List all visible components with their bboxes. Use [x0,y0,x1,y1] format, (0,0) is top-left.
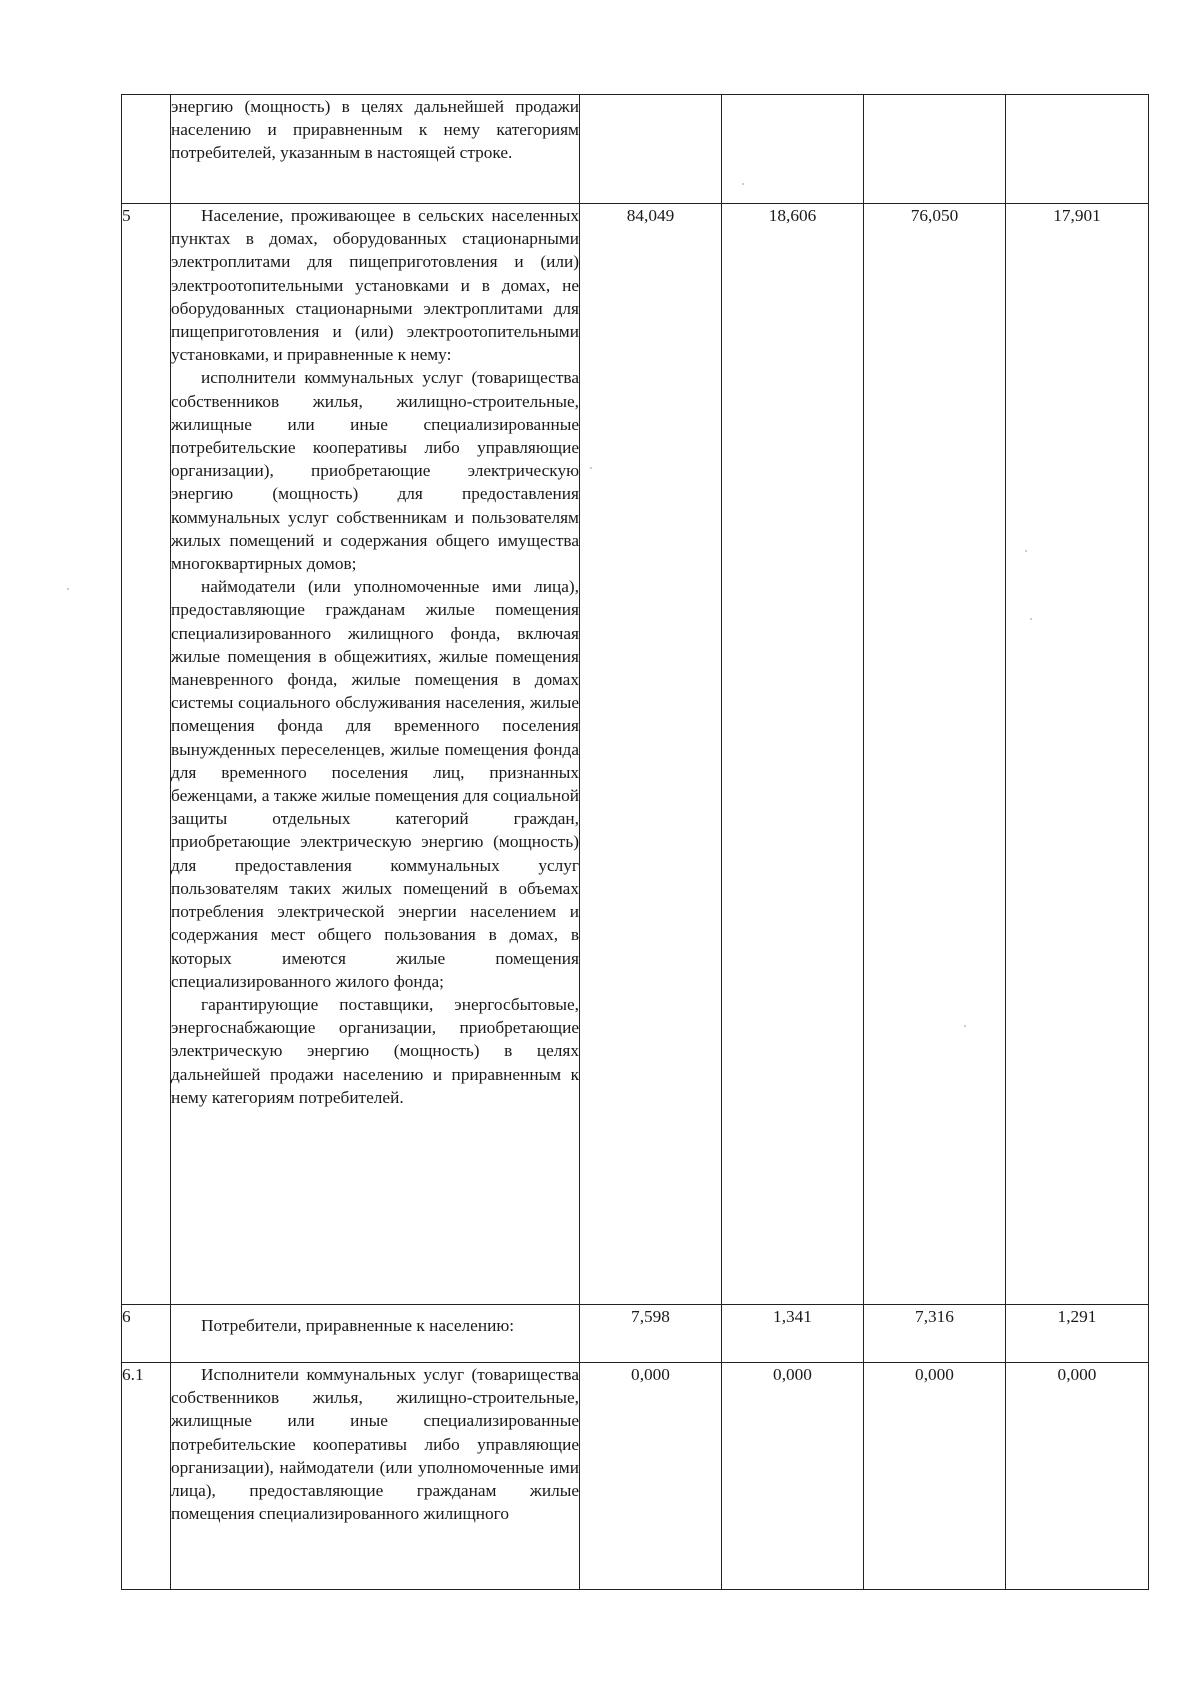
row-number [122,95,171,204]
scan-speck [67,588,69,590]
table-row [122,1305,1149,1363]
value-cell: 0,000 [1006,1363,1149,1590]
row-number: 6.1 [122,1363,171,1590]
value-cell: 7,598 [580,1305,722,1363]
value-cell: 0,000 [864,1363,1006,1590]
description-paragraph: Исполнители коммунальных услуг (товарищества собственников жилья, жилищно-строительные, жилищные или иные специализированные потребительские кооперативы либо управляющие организации), наймодатели (или уполномоченные ими лица), предоставляющие гражданам жилые помещения специализированного жилищного [171,1365,579,1524]
value-cell: 1,291 [1006,1305,1149,1363]
value-cell [722,95,864,204]
description-paragraph: энергию (мощность) в целях дальнейшей продажи населению и приравненным к нему категориям потребителей, указанным в настоящей строке. [171,97,579,163]
value-cell: 0,000 [722,1363,864,1590]
table-row [122,95,1149,204]
value-cell: 76,050 [864,204,1006,1305]
value-cell: 17,901 [1006,204,1149,1305]
value-cell: 0,000 [580,1363,722,1590]
description-paragraph: исполнители коммунальных услуг (товарищества собственников жилья, жилищно-строительные, жилищные или иные специализированные потребительские кооперативы либо управляющие организации), приобретающие электрическую энергию (мощность) для предоставления коммунальных услуг собственникам и пользователям жилых помещений и содержания общего имущества многоквартирных домов; [171,368,579,574]
row-number: 5 [122,204,171,1305]
tariff-table [121,94,1149,1590]
value-cell [1006,95,1149,204]
row-description [171,1305,580,1363]
table-row [122,204,1149,1305]
value-cell: 84,049 [580,204,722,1305]
value-cell: 18,606 [722,204,864,1305]
value-cell [864,95,1006,204]
row-description [171,204,580,1305]
row-number: 6 [122,1305,171,1363]
value-cell [580,95,722,204]
value-cell: 7,316 [864,1305,1006,1363]
description-paragraph: Потребители, приравненные к населению: [201,1316,515,1335]
description-paragraph: гарантирующие поставщики, энергосбытовые, энергоснабжающие организации, приобретающие электрическую энергию (мощность) в целях дальнейшей продажи населению и приравненным к нему категориям потребителей. [171,994,579,1107]
row-description [171,1363,580,1590]
row-description [171,95,580,204]
description-paragraph: Население, проживающее в сельских населенных пунктах в домах, оборудованных стационарными электроплитами для пищеприготовления и (или) электроотопительными установками и в домах, не оборудованных стационарными электроплитами для пищеприготовления и (или) электроотопительными установками, и приравненные к нему: [171,206,579,365]
description-paragraph: наймодатели (или уполномоченные ими лица), предоставляющие гражданам жилые помещения специализированного жилищного фонда, включая жилые помещения в общежитиях, жилые помещения маневренного фонда, жилые помещения в домах системы социального обслуживания населения, жилые помещения фонда для временного поселения вынужденных переселенцев, жилые помещения фонда для временного поселения лиц, признанных беженцами, а также жилые помещения для социальной защиты отдельных категорий граждан, приобретающие электрическую энергию (мощность) для предоставления коммунальных услуг пользователям таких жилых помещений в объемах потребления электрической энергии населением и содержания мест общего пользования в домах, в которых имеются жилые помещения специализированного жилого фонда; [171,577,579,991]
table-row [122,1363,1149,1590]
value-cell: 1,341 [722,1305,864,1363]
